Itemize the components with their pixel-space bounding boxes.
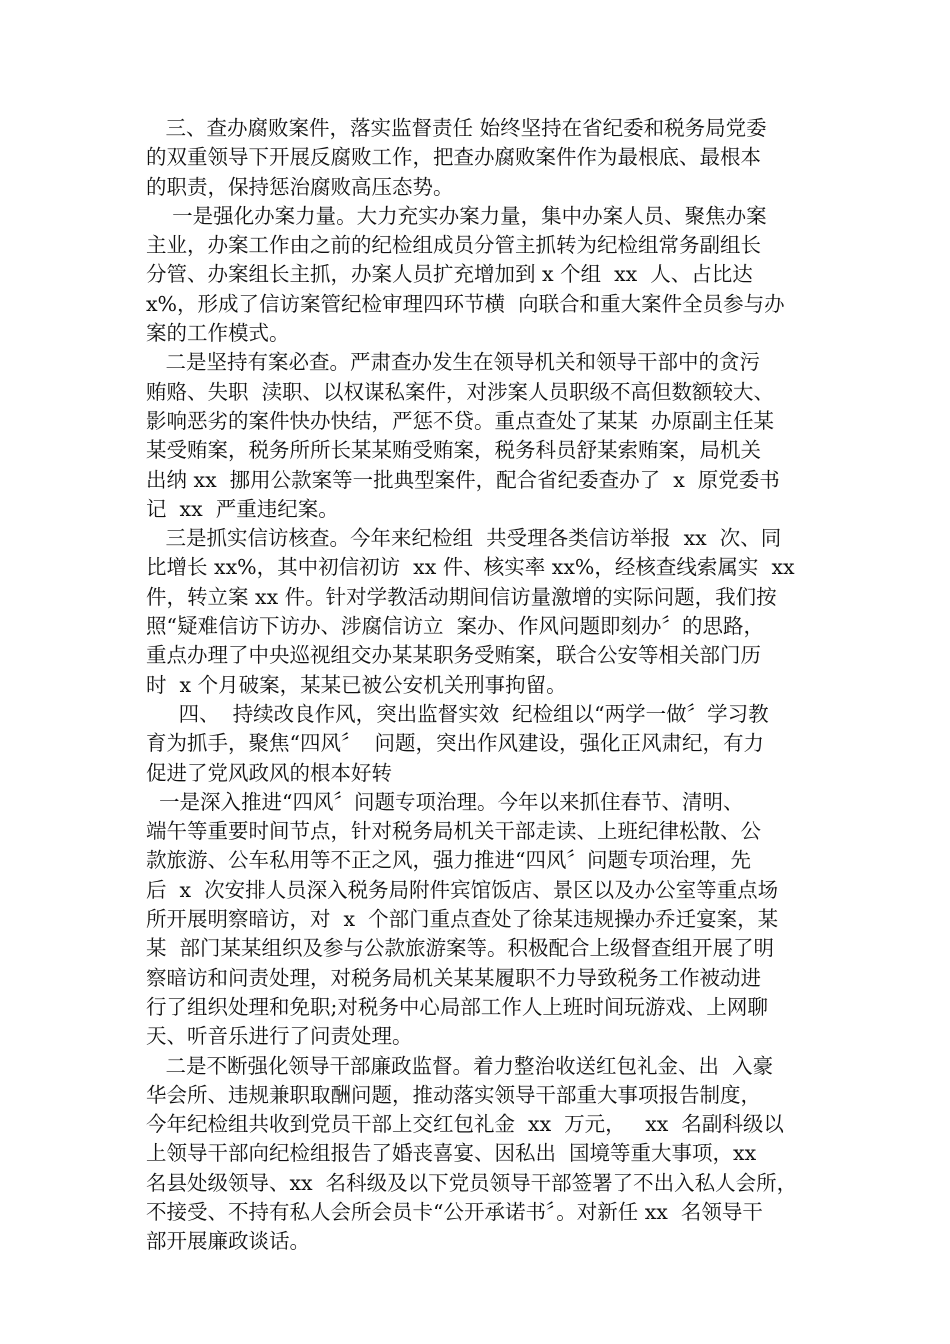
text-line: 今年纪检组共收到党员干部上交红包礼金 xx 万元， xx 名副科级以 <box>146 1112 784 1137</box>
text-line: 出纳 xx 挪用公款案等一批典型案件，配合省纪委查办了 x 原党委书 <box>146 467 780 492</box>
text-line: 育为抓手，聚焦“四风〞 问题，突出作风建设，强化正风肃纪，有力 <box>146 731 765 756</box>
text-line: 影响恶劣的案件快办快结，严惩不贷。重点查处了某某 办原副主任某 <box>146 408 775 433</box>
text-line: 案的工作模式。 <box>146 321 290 346</box>
text-line: 二是坚持有案必查。严肃查办发生在领导机关和领导干部中的贪污 <box>146 350 761 375</box>
text-line: 后 x 次安排人员深入税务局附件宾馆饭店、景区以及办公室等重点场 <box>146 877 779 902</box>
text-line: 重点办理了中央巡视组交办某某职务受贿案，联合公安等相关部门历 <box>146 643 761 668</box>
document-body <box>146 114 822 1257</box>
text-line: 端午等重要时间节点，针对税务局机关干部走读、上班纪律松散、公 <box>146 819 761 844</box>
text-line: 某 部门某某组织及参与公款旅游案等。积极配合上级督查组开展了明 <box>146 936 775 961</box>
text-line: 的双重领导下开展反腐败工作，把查办腐败案件作为最根底、最根本 <box>146 145 761 170</box>
text-line: 三是抓实信访核查。今年来纪检组 共受理各类信访举报 xx 次、同 <box>146 526 782 551</box>
text-line: x%，形成了信访案管纪检审理四环节横 向联合和重大案件全员参与办 <box>146 291 785 316</box>
text-line: 察暗访和问责处理，对税务局机关某某履职不力导致税务工作被动进 <box>146 965 761 990</box>
text-line: 天、听音乐进行了问责处理。 <box>146 1024 413 1049</box>
text-line: 名县处级领导、xx 名科级及以下党员领导干部签署了不出入私人会所， <box>146 1170 798 1195</box>
text-line: 贿赂、失职 渎职、以权谋私案件，对涉案人员职级不高但数额较大、 <box>146 379 775 404</box>
text-line: 比增长 xx%，其中初信初访 xx 件、核实率 xx%，经核查线索属实 xx <box>146 555 795 580</box>
text-line: 部开展廉政谈话。 <box>146 1229 310 1254</box>
text-line: 所开展明察暗访，对 x 个部门重点查处了徐某违规操办乔迁宴案，某 <box>146 907 779 932</box>
text-line: 四、 持续改良作风，突出监督实效 纪检组以“两学一做〞学习教 <box>146 701 769 726</box>
text-line: 件，转立案 xx 件。针对学教活动期间信访量激增的实际问题，我们按 <box>146 584 777 609</box>
text-line: 一是深入推进“四风〞问题专项治理。今年以来抓住春节、清明、 <box>146 789 744 814</box>
text-line: 款旅游、公车私用等不正之风，强力推进“四风〞问题专项治理，先 <box>146 848 751 873</box>
text-line: 记 xx 严重违纪案。 <box>146 496 339 521</box>
text-line: 上领导干部向纪检组报告了婚丧喜宴、因私出 国境等重大事项，xx <box>146 1141 757 1166</box>
text-line: 不接受、不持有私人会所会员卡“公开承诺书〞。对新任 xx 名领导干 <box>146 1199 763 1224</box>
text-line: 照“疑难信访下访办、涉腐信访立 案办、作风问题即刻办〞的思路， <box>146 614 765 639</box>
text-line: 某受贿案，税务所所长某某贿受贿案，税务科员舒某索贿案，局机关 <box>146 438 761 463</box>
text-line: 三、查办腐败案件，落实监督责任 始终坚持在省纪委和税务局党委 <box>146 116 767 140</box>
text-line: 二是不断强化领导干部廉政监督。着力整治收送红包礼金、出 入豪 <box>146 1053 774 1078</box>
text-line: 分管、办案组长主抓，办案人员扩充增加到 x 个组 xx 人、占比达 <box>146 262 753 287</box>
text-line: 华会所、违规兼职取酬问题，推动落实领导干部重大事项报告制度， <box>146 1082 761 1107</box>
text-line: 行了组织处理和免职;对税务中心局部工作人上班时间玩游戏、上网聊 <box>146 994 768 1019</box>
text-line: 一是强化办案力量。大力充实办案力量，集中办案人员、聚焦办案 <box>146 203 767 228</box>
text-line: 的职责，保持惩治腐败高压态势。 <box>146 174 454 199</box>
text-line: 促进了党风政风的根本好转 <box>146 760 392 785</box>
text-line: 时 x 个月破案，某某已被公安机关刑事拘留。 <box>146 672 567 697</box>
text-line: 主业，办案工作由之前的纪检组成员分管主抓转为纪检组常务副组长 <box>146 233 761 258</box>
